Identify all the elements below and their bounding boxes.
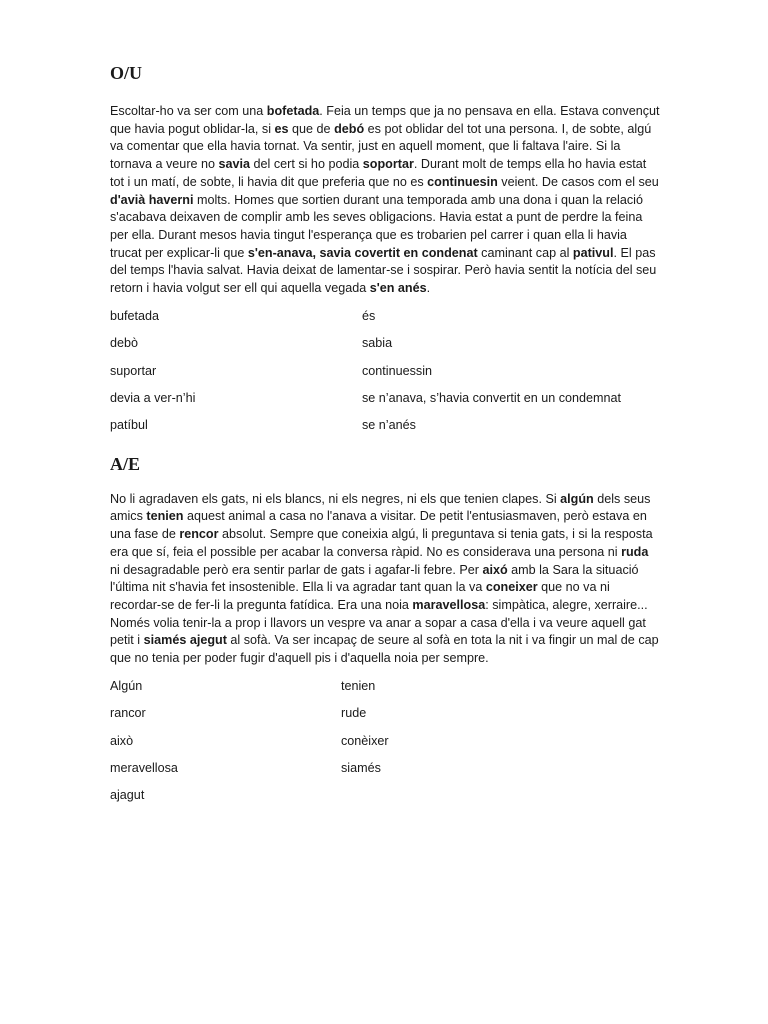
- incorrect-word: debò: [110, 336, 139, 351]
- word-pair-row: [110, 678, 660, 705]
- word-pairs-ou: [110, 308, 660, 445]
- highlighted-word: rencor: [179, 527, 219, 542]
- incorrect-word: bufetada: [110, 308, 160, 323]
- highlighted-word: s'en anés: [369, 281, 427, 296]
- paragraph-text: del cert si ho podia: [250, 157, 363, 172]
- highlighted-word: bofetada: [266, 104, 320, 118]
- highlighted-word: continuesin: [427, 174, 498, 189]
- correct-word: sabia: [362, 336, 393, 351]
- paragraph-text: Escoltar-ho va ser com una: [110, 104, 267, 118]
- paragraph-text: caminant cap al: [477, 245, 573, 260]
- section-heading-ou: O/U: [110, 63, 143, 83]
- paragraph-ae: [110, 491, 660, 668]
- paragraph-text: dels seus amics: [110, 491, 651, 524]
- word-pairs-ae: [110, 678, 660, 815]
- word-pair-row: [110, 733, 660, 760]
- incorrect-word: suportar: [110, 363, 157, 378]
- paragraph-text: ni desagradable però era sentir parlar de gats i agafar-li febre. Per: [110, 562, 483, 577]
- word-pair-row: [110, 760, 660, 787]
- highlighted-word: ruda: [621, 544, 649, 559]
- correct-word: continuessin: [362, 363, 433, 378]
- correct-word: tenien: [341, 678, 376, 693]
- paragraph-text: molts. Homes que sortien durant una temporada amb una dona i quan la relació s'acabava deixaven de complir amb les seves obligacions. Havia estat a punt de perdre la feina per ella. Durant mesos havia tingut l'esperança que es trobarien pel carrer i quan ella li havia trucat per explicar-li que: [110, 192, 643, 260]
- paragraph-ou: [110, 103, 660, 298]
- paragraph-text: que de: [288, 121, 335, 136]
- paragraph-text: absolut. Sempre que coneixia algú, li preguntava si tenia gats, i si la resposta era que sí, feia el possible per acabar la conversa ràpid. No es considerava una persona ni: [110, 527, 653, 559]
- correct-word: conèixer: [341, 733, 389, 748]
- word-pair-row: [110, 417, 660, 444]
- paragraph-text: es pot oblidar del tot una persona. I, de sobte, algú va comentar que ella havia tornat. Va sentir, just en aquell moment, que li faltava l'aire. Si la tornava a veure no: [110, 121, 652, 172]
- paragraph-text: . Durant molt de temps ella ho havia estat tot i un matí, de sobte, li havia dit que preferia que no es: [110, 157, 647, 189]
- paragraph-text: . El pas del temps l'havia salvat. Havia deixat de lamentar-se i sospirar. Però havia sentit la notícia del seu retorn i havia volgut ser ell qui aquella vegada: [110, 245, 657, 296]
- highlighted-word: pativul: [572, 245, 614, 260]
- paragraph-text: aquest animal a casa no l'anava a visitar. De petit l'entusiasmaven, però estava en una fase de: [110, 509, 647, 542]
- incorrect-word: això: [110, 733, 134, 748]
- paragraph-text: No li agradaven els gats, ni els blancs, ni els negres, ni els que tenien clapes. Si: [110, 491, 561, 506]
- correct-word: és: [362, 308, 376, 323]
- highlighted-word: algún: [560, 491, 594, 506]
- word-pair-row: [110, 308, 660, 335]
- highlighted-word: soportar: [362, 157, 414, 172]
- paragraph-text: .: [426, 281, 431, 296]
- highlighted-word: debó: [334, 121, 365, 136]
- section-heading-ae: A/E: [110, 453, 141, 474]
- word-pair-row: [110, 390, 660, 417]
- correct-word: rude: [341, 706, 367, 721]
- incorrect-word: rancor: [110, 706, 146, 721]
- highlighted-word: d'avià haverni: [110, 192, 194, 207]
- correct-word: se n’anés: [362, 418, 416, 433]
- incorrect-word: meravellosa: [110, 760, 178, 775]
- highlighted-word: maravellosa: [412, 597, 486, 612]
- incorrect-word: devia a ver-n’hi: [110, 390, 196, 405]
- document-page: [110, 62, 660, 815]
- highlighted-word: aixó: [482, 562, 508, 577]
- highlighted-word: tenien: [146, 509, 184, 524]
- correct-word: siamés: [341, 760, 381, 775]
- paragraph-text: amb la Sara la situació l'última nit s'havia fet insostenible. Ella li va agradar tant quan la va: [110, 562, 639, 595]
- highlighted-word: siamés ajegut: [143, 633, 227, 648]
- incorrect-word: patíbul: [110, 418, 148, 433]
- word-pair-row: [110, 335, 660, 362]
- incorrect-word: ajagut: [110, 788, 145, 803]
- word-pair-row: [110, 363, 660, 390]
- highlighted-word: savia: [218, 157, 251, 172]
- paragraph-text: que no va ni recordar-se de fer-li la pregunta fatídica. Era una noia: [110, 580, 610, 612]
- correct-word: se n’anava, s’havia convertit en un condemnat: [362, 390, 622, 405]
- word-pair-row: [110, 787, 660, 814]
- paragraph-text: : simpàtica, alegre, xerraire... Només volia tenir-la a prop i llavors un vespre va anar a sopar a casa d'ella i va veure aquell gat petit i: [110, 597, 648, 648]
- highlighted-word: es: [274, 121, 289, 136]
- paragraph-text: al sofà. Va ser incapaç de seure al sofà en tota la nit i va fingir un mal de cap que no tenia per poder fugir d'aquell pis i d'aquella noia per sempre.: [110, 633, 659, 666]
- highlighted-word: coneixer: [485, 580, 538, 595]
- paragraph-text: veient. De casos com el seu: [497, 174, 659, 189]
- highlighted-word: s'en-anava, savia covertit en condenat: [247, 245, 478, 260]
- incorrect-word: Algún: [110, 678, 143, 693]
- word-pair-row: [110, 705, 660, 732]
- paragraph-text: . Feia un temps que ja no pensava en ella. Estava convençut que havia pogut oblidar-la, si: [110, 104, 660, 136]
